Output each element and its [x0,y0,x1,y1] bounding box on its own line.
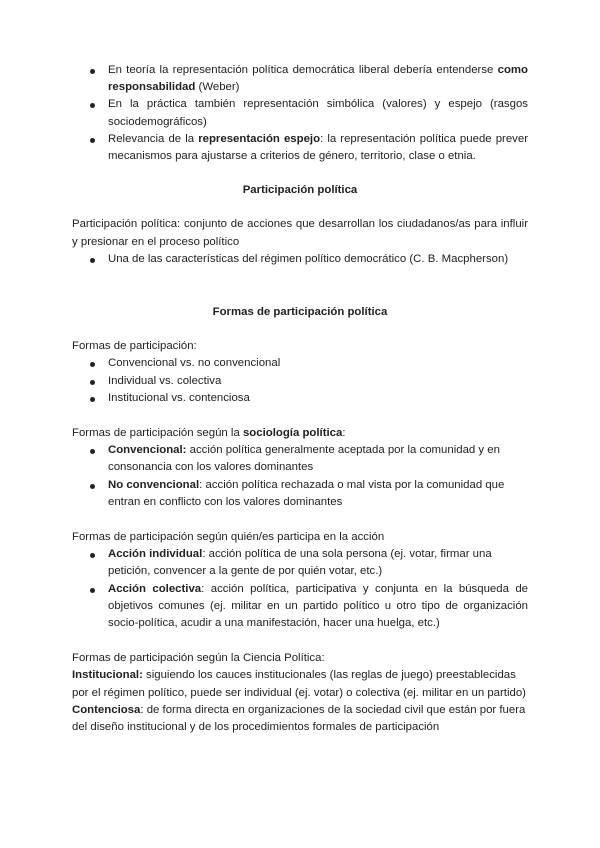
political-science-intro: Formas de participación según la Ciencia Política: [72,652,325,665]
forms-intro: Formas de participación: [72,340,197,353]
list-item: Individual vs. colectiva [72,373,528,390]
forms-list [72,355,528,407]
section-heading-participacion: Participación política [242,184,358,197]
section-heading-formas: Formas de participación política [212,306,388,319]
definition-bullet-list [72,251,528,268]
sociology-list [72,442,528,511]
contentious-paragraph: Contenciosa: de forma directa en organizaciones de la sociedad civil que están por fuera del diseño institucional y de los procedimientos formales de participación [72,703,526,734]
list-item: No convencional: acción política rechazada o mal vista por la comunidad que entran en conflicto con los valores dominantes [72,477,528,511]
list-item: Convencional vs. no convencional [72,355,528,372]
intro-bullet-list [72,62,528,165]
participation-definition: Participación política: conjunto de acciones que desarrollan los ciudadanos/as para influir y presionar en el proceso político [72,218,528,248]
who-list [72,546,528,632]
list-item: Acción colectiva: acción política, participativa y conjunta en la búsqueda de objetivos comunes (ej. militar en un partido político u otro tipo de organización socio-política, acudir a una manifestación, hacer una huelga, etc.) [72,581,528,633]
list-item: En la práctica también representación simbólica (valores) y espejo (rasgos sociodemográficos) [72,96,528,130]
institutional-paragraph: Institucional: siguiendo los cauces institucionales (las reglas de juego) preestablecidas por el régimen político, puede ser individual (ej. votar) o colectiva (ej. militar en un partido) [72,669,526,699]
list-item: Relevancia de la representación espejo: la representación política puede prever mecanismos para ajustarse a criterios de género, territorio, clase o etnia. [72,131,528,165]
who-intro: Formas de participación según quién/es participa en la acción [72,531,385,544]
list-item: Acción individual: acción política de una sola persona (ej. votar, firmar una petición, convencer a la gente de por quién votar, etc.) [72,546,528,580]
document-page [72,62,528,736]
list-item: Convencional: acción política generalmente aceptada por la comunidad y en consonancia con los valores dominantes [72,442,528,476]
sociology-intro: Formas de participación según la sociología política: [72,427,346,440]
list-item: Una de las características del régimen político democrático (C. B. Macpherson) [72,251,528,268]
list-item: En teoría la representación política democrática liberal debería entenderse como responsabilidad (Weber) [72,62,528,96]
list-item: Institucional vs. contenciosa [72,390,528,407]
